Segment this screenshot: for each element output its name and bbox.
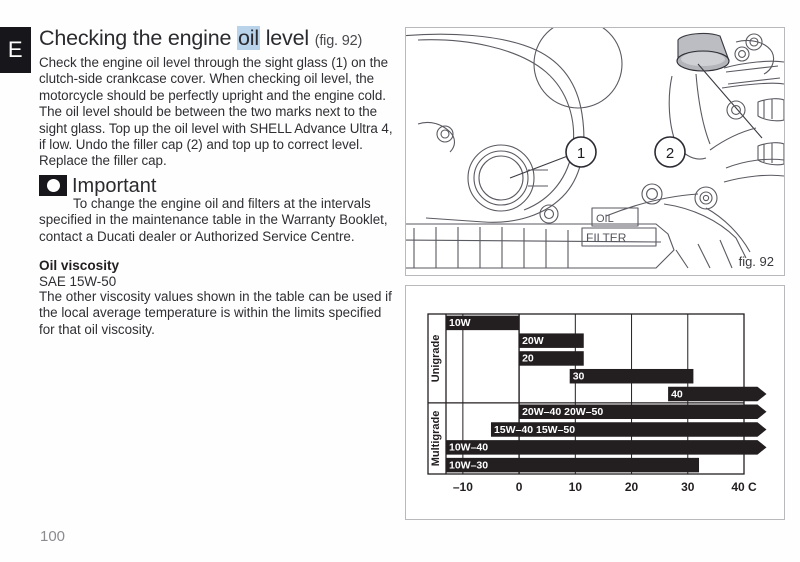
chart-bar-label: 20W–40 20W–50 (522, 406, 604, 419)
section-tab-marker (0, 27, 31, 73)
oil-viscosity-chart (406, 286, 784, 519)
chart-group-label: Multigrade (429, 410, 442, 467)
oil-viscosity-sae: SAE 15W-50 (39, 274, 117, 289)
oil-viscosity-chart-panel (405, 285, 785, 520)
chart-bar (570, 369, 694, 384)
chart-bar (668, 387, 766, 402)
important-note-header (39, 172, 391, 196)
chart-x-tick-label: 30 (681, 480, 695, 494)
figure-label-filter: FILTER (586, 231, 627, 245)
chart-bar-label: 20 (522, 352, 534, 365)
chart-bar-label: 10W–40 (449, 441, 489, 454)
figure-92-panel (405, 27, 785, 276)
chart-bar-label: 30 (572, 370, 585, 383)
page-title (39, 26, 394, 53)
chart-bar-label: 20W (522, 334, 544, 347)
figure-callout-1 (566, 137, 596, 167)
svg-text:2: 2 (665, 145, 675, 162)
chart-bar-label: 10W–30 (449, 459, 489, 472)
chart-x-tick-label: 40 C (731, 480, 757, 494)
important-note-body: To change the engine oil and filters at the intervals specified in the maintenance table in the Warranty Booklet, contact a Ducati dealer or Authorized Service Centre. (39, 196, 388, 244)
page-title-figure-ref: (fig. 92) (314, 33, 363, 49)
svg-text:1: 1 (576, 145, 586, 162)
chart-bar-label: 10W (449, 317, 471, 330)
important-note-text (39, 196, 391, 245)
oil-viscosity-note: The other viscosity values shown in the table can be used if the local average temperature is within the limits specified for that oil viscosity. (39, 289, 392, 337)
important-note-title: Important (72, 175, 157, 197)
chart-bar (446, 440, 766, 455)
figure-label-oil: OIL (596, 213, 614, 225)
important-icon (39, 175, 67, 196)
intro-paragraph: Check the engine oil level through the sight glass (1) on the clutch-side crankcase cover. When checking oil level, the motorcycle should be perfectly upright and the engine cold. The oil level should be between the two marks next to the sight glass. Top up the oil level with SHELL Advance Ultra 4, if low. Undo the filler cap (2) and top up to correct level. Replace the filler cap. (39, 55, 393, 169)
chart-bar-label: 15W–40 15W–50 (493, 423, 576, 436)
page-title-highlight: oil (238, 26, 259, 50)
chart-x-tick-label: –10 (452, 480, 473, 494)
text-column (39, 26, 394, 170)
page-title-after: level (259, 26, 309, 50)
chart-x-tick-label: 20 (624, 480, 639, 494)
oil-viscosity-title: Oil viscosity (39, 258, 120, 273)
figure-callout-2 (655, 137, 685, 167)
page-number: 100 (40, 528, 66, 545)
chart-x-tick-label: 10 (568, 480, 583, 494)
section-tab-letter: E (7, 37, 24, 62)
important-note (39, 172, 391, 245)
page-title-before: Checking the engine (39, 26, 238, 50)
chart-group-label: Unigrade (429, 334, 442, 383)
chart-x-tick-label: 0 (515, 480, 523, 494)
oil-viscosity-section (39, 258, 399, 338)
chart-bar-label: 40 (671, 388, 683, 401)
figure-caption: fig. 92 (738, 254, 774, 269)
engine-diagram (406, 28, 784, 275)
